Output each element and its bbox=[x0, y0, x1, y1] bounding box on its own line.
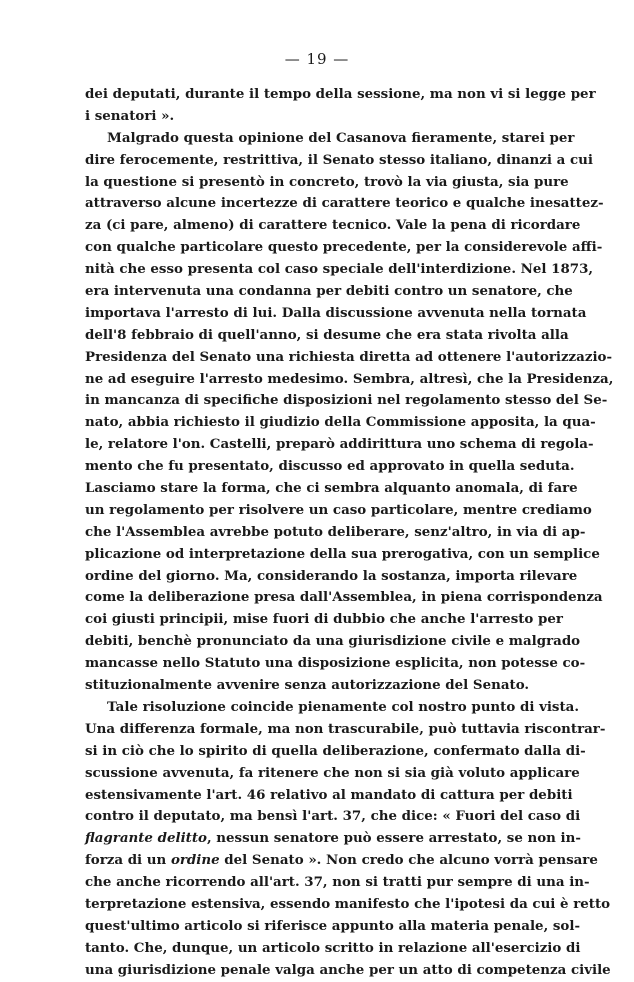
text-span: importava l'arresto di lui. Dalla discussione avvenuta nella tornata bbox=[85, 304, 587, 321]
text-line bbox=[85, 697, 579, 719]
text-line bbox=[85, 785, 573, 807]
text-line bbox=[85, 303, 587, 325]
text-line bbox=[85, 347, 613, 369]
text-span: Lasciamo stare la forma, che ci sembra alquanto anomala, di fare bbox=[85, 480, 578, 497]
text-line bbox=[85, 850, 598, 872]
text-span: stituzionalmente avvenire senza autorizzazione del Senato. bbox=[85, 677, 530, 694]
text-span: Una differenza formale, ma non trascurabile, può tuttavia riscontrar- bbox=[85, 720, 606, 737]
text-span: quest'ultimo articolo si riferisce appunto alla materia penale, sol- bbox=[85, 917, 581, 934]
text-span: in mancanza di specifiche disposizioni nel regolamento stesso del Se- bbox=[85, 392, 608, 409]
text-line bbox=[85, 237, 603, 259]
text-span: Tale risoluzione coincide pienamente col nostro punto di vista. bbox=[107, 698, 579, 715]
text-span: mento che fu presentato, discusso ed approvato in quella seduta. bbox=[85, 458, 575, 475]
text-span: scussione avvenuta, fa ritenere che non si sia già voluto applicare bbox=[85, 764, 580, 781]
text-line bbox=[85, 609, 563, 631]
text-span: dell'8 febbraio di quell'anno, si desume che era stata rivolta alla bbox=[85, 326, 569, 343]
text-line bbox=[85, 522, 586, 544]
text-line bbox=[85, 390, 608, 412]
text-span: che anche ricorrendo all'art. 37, non si tratti pur sempre di una in- bbox=[85, 874, 590, 891]
text-line bbox=[85, 215, 581, 237]
text-span: i senatori ». bbox=[85, 107, 175, 124]
text-line bbox=[85, 828, 581, 850]
text-line bbox=[85, 587, 603, 609]
text-line bbox=[85, 938, 581, 960]
italic-text: flagrante delitto bbox=[85, 830, 207, 847]
text-line bbox=[85, 412, 596, 434]
text-span: Presidenza del Senato una richiesta diretta ad ottenere l'autorizzazio- bbox=[85, 348, 613, 365]
text-line bbox=[85, 653, 586, 675]
text-line bbox=[85, 872, 590, 894]
text-span: tanto. Che, dunque, un articolo scritto in relazione all'esercizio di bbox=[85, 939, 581, 956]
text-line bbox=[85, 675, 529, 697]
text-span: del Senato ». Non credo che alcuno vorrà pensare bbox=[219, 852, 598, 869]
text-span: contro il deputato, ma bensì l'art. 37, che dice: « Fuori del caso di bbox=[85, 808, 581, 825]
text-span: dire ferocemente, restrittiva, il Senato stesso italiano, dinanzi a cui bbox=[85, 151, 593, 168]
text-span: con qualche particolare questo precedente, per la considerevole affi- bbox=[85, 239, 603, 256]
text-span: forza di un bbox=[85, 852, 171, 869]
body-text bbox=[85, 84, 614, 982]
text-line bbox=[85, 741, 586, 763]
text-span: che l'Assemblea avrebbe potuto deliberare, senz'altro, in via di ap- bbox=[85, 523, 586, 540]
text-span: debiti, benchè pronunciato da una giurisdizione civile e malgrado bbox=[85, 633, 581, 650]
text-span: un regolamento per risolvere un caso particolare, mentre crediamo bbox=[85, 501, 592, 518]
text-line bbox=[85, 259, 594, 281]
text-span: mancasse nello Statuto una disposizione esplicita, non potesse co- bbox=[85, 655, 586, 672]
text-span: la questione si presentò in concreto, trovò la via giusta, sia pure bbox=[85, 173, 569, 190]
text-span: era intervenuta una condanna per debiti contro un senatore, che bbox=[85, 283, 573, 300]
text-span: come la deliberazione presa dall'Assemblea, in piena corrispondenza bbox=[85, 589, 603, 606]
text-line bbox=[85, 172, 569, 194]
text-line bbox=[85, 544, 600, 566]
text-line bbox=[85, 325, 569, 347]
text-line bbox=[85, 960, 611, 982]
text-line bbox=[85, 106, 529, 128]
text-span: si in ciò che lo spirito di quella deliberazione, confermato dalla di- bbox=[85, 742, 586, 759]
text-span: nità che esso presenta col caso speciale dell'interdizione. Nel 1873, bbox=[85, 261, 594, 278]
text-line bbox=[85, 128, 575, 150]
text-line bbox=[85, 916, 581, 938]
text-span: , nessun senatore può essere arrestato, se non in- bbox=[206, 830, 581, 847]
text-span: dei deputati, durante il tempo della sessione, ma non vi si legge per bbox=[85, 86, 596, 102]
text-span: plicazione od interpretazione della sua prerogativa, con un semplice bbox=[85, 545, 600, 562]
text-line bbox=[85, 478, 578, 500]
text-line bbox=[85, 434, 594, 456]
text-line bbox=[85, 894, 611, 916]
text-span: Malgrado questa opinione del Casanova fieramente, starei per bbox=[107, 129, 575, 146]
text-line bbox=[85, 719, 606, 741]
text-span: attraverso alcune incertezze di carattere teorico e qualche inesattez- bbox=[85, 195, 604, 212]
text-span: una giurisdizione penale valga anche per un atto di competenza civile bbox=[85, 961, 611, 978]
text-span: estensivamente l'art. 46 relativo al mandato di cattura per debiti bbox=[85, 786, 573, 803]
text-span: nato, abbia richiesto il giudizio della Commissione apposita, la qua- bbox=[85, 414, 596, 431]
text-span: ne ad eseguire l'arresto medesimo. Sembra, altresì, che la Presidenza, bbox=[85, 370, 614, 387]
text-line bbox=[85, 369, 614, 391]
text-line bbox=[85, 281, 573, 303]
text-span: coi giusti principii, mise fuori di dubbio che anche l'arresto per bbox=[85, 611, 563, 628]
text-line bbox=[85, 631, 581, 653]
text-line bbox=[85, 806, 581, 828]
text-line bbox=[85, 763, 580, 785]
text-line bbox=[85, 193, 604, 215]
text-line bbox=[85, 566, 578, 588]
text-span: le, relatore l'on. Castelli, preparò addirittura uno schema di regola- bbox=[85, 436, 594, 453]
text-span: ordine del giorno. Ma, considerando la sostanza, importa rilevare bbox=[85, 567, 578, 584]
page-number: — 19 — bbox=[284, 50, 350, 68]
text-line bbox=[85, 150, 593, 172]
italic-text: ordine bbox=[170, 852, 220, 869]
text-line bbox=[85, 456, 575, 478]
text-span: za (ci pare, almeno) di carattere tecnico. Vale la pena di ricordare bbox=[85, 217, 581, 234]
text-span: terpretazione estensiva, essendo manifesto che l'ipotesi da cui è retto bbox=[85, 895, 611, 912]
text-line bbox=[85, 84, 596, 106]
text-line bbox=[85, 500, 592, 522]
